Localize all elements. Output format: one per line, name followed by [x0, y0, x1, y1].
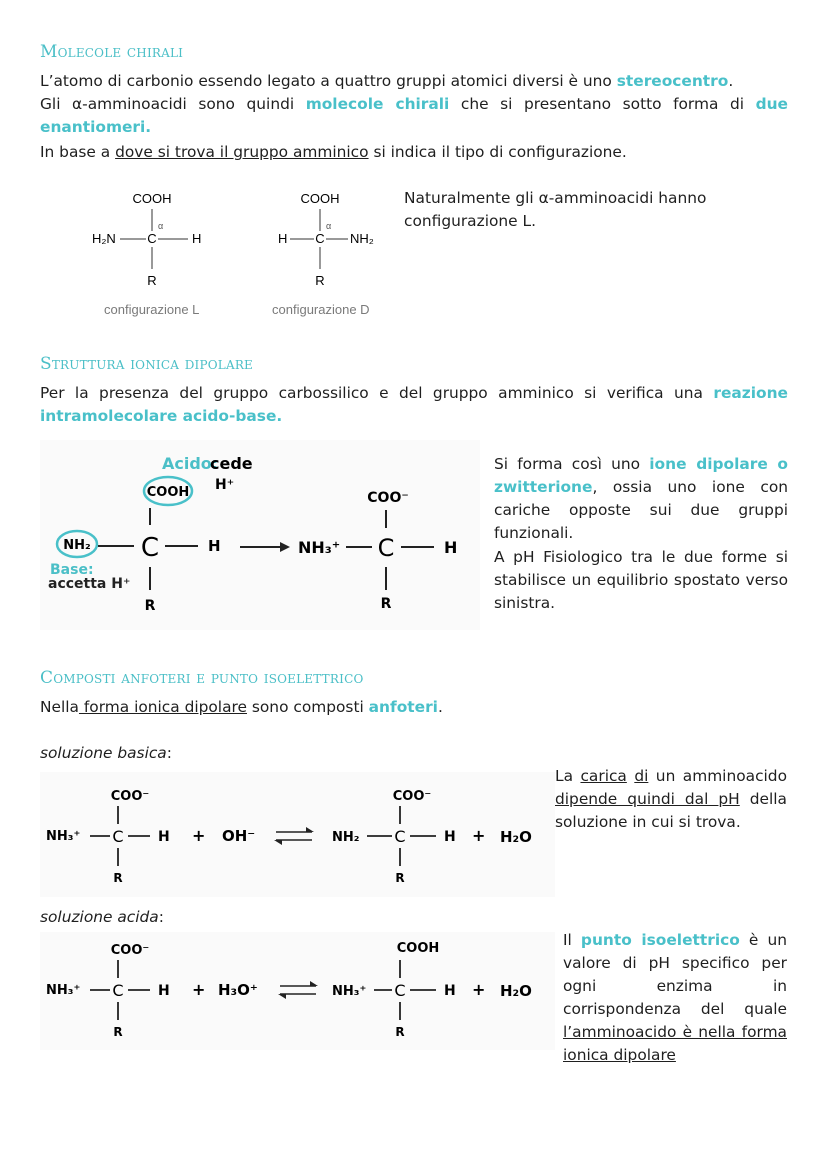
- acid-solution-equation-panel: [40, 932, 555, 1050]
- text-run: L’atomo di carbonio essendo legato a quattro gruppi atomici diversi è uno: [40, 72, 617, 90]
- side-note-punto-isoelettrico: [563, 929, 787, 1067]
- highlight-anfoteri: anfoteri: [368, 698, 438, 716]
- fischer-L-left: H₂N: [92, 231, 116, 246]
- base-label: Base:: [50, 562, 94, 578]
- basic-solution-equation-panel: [40, 772, 555, 897]
- highlight-due-enantiomeri: due enantiomeri.: [40, 95, 788, 136]
- section-heading-dipolar: Struttura ionica dipolare: [40, 354, 254, 374]
- nh3-plus: NH₃⁺: [298, 538, 341, 557]
- acid-h-right: H: [444, 983, 456, 999]
- label-soluzione-basica: [40, 742, 172, 765]
- highlight-reazione: reazione intramolecolare acido-base.: [40, 384, 788, 425]
- side-note-zwitterion: [494, 453, 788, 545]
- text-run: della soluzione in cui si trova.: [555, 790, 787, 831]
- acid-plus-1: +: [192, 980, 206, 999]
- carbon-left: C: [140, 533, 160, 563]
- acid-h2o: H₂O: [500, 982, 532, 1000]
- label-soluzione-acida: [40, 906, 164, 929]
- text-run: :: [158, 908, 164, 926]
- text-run: si indica il tipo di configurazione.: [368, 143, 627, 161]
- acid-cooh-right: COOH: [396, 941, 440, 956]
- acid-nh3-plus: NH₃⁺: [46, 983, 81, 998]
- basic-carbon-right: C: [394, 827, 406, 846]
- highlight-zwitterione: ione dipolare o zwitterione: [494, 455, 789, 496]
- basic-h-right: H: [444, 829, 456, 845]
- fischer-L-right: H: [192, 231, 202, 246]
- carbon-right: C: [377, 534, 395, 562]
- acid-nh3-plus-right: NH₃⁺: [332, 984, 367, 999]
- text-run: In base a: [40, 143, 116, 161]
- text-run: è un valore di pH specifico per ogni enzima in corrispondenza del quale: [563, 931, 787, 1018]
- nh2-group: NH₂: [63, 538, 91, 553]
- text-run: La: [555, 767, 581, 785]
- text-run: Nella: [40, 698, 79, 716]
- caption-configurazione-d: configurazione D: [272, 302, 370, 317]
- text-run: Per la presenza del gruppo carbossilico e del gruppo amminico si verifica una: [40, 384, 714, 402]
- paragraph-configuration: [40, 141, 788, 164]
- section-heading-chiral: Molecole chirali: [40, 42, 184, 62]
- highlight-molecole-chirali: molecole chirali: [305, 95, 450, 113]
- fischer-L-center: C: [147, 231, 157, 246]
- handwritten-zwitterion-panel: [40, 440, 480, 630]
- fischer-D-left: H: [278, 231, 288, 246]
- fischer-L-bottom: R: [147, 273, 157, 288]
- underlined-text: l’amminoacido è nella forma ionica dipolare: [563, 1023, 787, 1064]
- basic-h2o: H₂O: [500, 828, 532, 846]
- basic-coo-minus: COO⁻: [110, 789, 150, 804]
- acid-coo-minus: COO⁻: [110, 943, 150, 958]
- hydrogen-left: H: [208, 537, 221, 555]
- text-run: :: [166, 744, 172, 762]
- acid-plus-2: +: [472, 980, 486, 999]
- paragraph-stereocenter: [40, 70, 788, 93]
- text-run: Il: [563, 931, 581, 949]
- fischer-D: [278, 191, 374, 288]
- highlight-stereocentro: stereocentro: [616, 72, 729, 90]
- paragraph-acid-base: [40, 382, 788, 428]
- fischer-L-alpha: α: [158, 221, 164, 231]
- text-run: che si presentano sotto forma di: [449, 95, 756, 113]
- basic-solution-equation: [40, 772, 555, 897]
- coo-minus: COO⁻: [367, 490, 409, 506]
- basic-plus-1: +: [192, 826, 206, 845]
- hydrogen-right: H: [444, 538, 458, 557]
- acid-h-plus: H⁺: [215, 477, 235, 493]
- fischer-L-top: COOH: [132, 191, 172, 206]
- basic-carbon-left: C: [112, 827, 124, 846]
- r-left: R: [144, 598, 156, 614]
- side-note-configuration-l: Naturalmente gli α-amminoacidi hanno configurazione L.: [404, 189, 707, 230]
- text-run: soluzione basica: [40, 744, 167, 762]
- basic-plus-2: +: [472, 826, 486, 845]
- text-run: .: [437, 698, 443, 716]
- fischer-D-center: C: [315, 231, 325, 246]
- fischer-D-bottom: R: [315, 273, 325, 288]
- acid-r-right: R: [395, 1025, 405, 1039]
- acid-h-left: H: [158, 983, 170, 999]
- fischer-D-alpha: α: [326, 221, 332, 231]
- acid-verb: cede: [210, 454, 253, 473]
- side-note-ph-fisiologico: A pH Fisiologico tra le due forme si stabilisce un equilibrio spostato verso sinistra.: [494, 548, 788, 612]
- r-right: R: [380, 596, 392, 612]
- basic-r-right: R: [395, 871, 405, 885]
- basic-nh2: NH₂: [332, 830, 360, 845]
- acid-h3o-plus: H₃O⁺: [218, 981, 258, 999]
- caption-configurazione-l: configurazione L: [104, 302, 200, 317]
- basic-oh-minus: OH⁻: [222, 827, 256, 845]
- fischer-L: [92, 191, 201, 288]
- underlined-text: dipende quindi dal pH: [555, 790, 740, 808]
- acid-label: Acido:: [162, 454, 219, 473]
- fischer-D-top: COOH: [300, 191, 340, 206]
- reaction-arrow-head: [280, 542, 290, 552]
- text-run: Gli α-amminoacidi sono quindi: [40, 95, 306, 113]
- basic-r-left: R: [113, 871, 123, 885]
- text-run: .: [728, 72, 734, 90]
- basic-h-left: H: [158, 829, 170, 845]
- paragraph-anfoteri: [40, 696, 788, 719]
- acid-carbon-right: C: [394, 981, 406, 1000]
- basic-coo-minus-right: COO⁻: [392, 789, 432, 804]
- text-run: soluzione acida: [40, 908, 159, 926]
- underlined-text: forma ionica dipolare: [78, 698, 247, 716]
- basic-nh3-plus: NH₃⁺: [46, 829, 81, 844]
- side-note-carica: [555, 765, 787, 834]
- text-run: Si forma così uno: [494, 455, 650, 473]
- acid-carbon-left: C: [112, 981, 124, 1000]
- text-run: , ossia uno ione con cariche opposte sui due gruppi funzionali.: [494, 478, 788, 542]
- fischer-D-right: NH₂: [350, 231, 374, 246]
- underlined-text: dove si trova il gruppo amminico: [115, 143, 369, 161]
- acid-r-left: R: [113, 1025, 123, 1039]
- section-heading-amphoteric: Composti anfoteri e punto isoelettrico: [40, 668, 364, 688]
- zwitterion-reaction-drawing: [40, 440, 480, 630]
- text-run: sono composti: [246, 698, 369, 716]
- cooh-group: COOH: [146, 485, 190, 500]
- paragraph-enantiomers: [40, 93, 788, 139]
- underlined-text: carica: [580, 767, 627, 785]
- base-verb: accetta H⁺: [48, 576, 131, 592]
- underlined-text: di: [634, 767, 649, 785]
- highlight-punto-isoelettrico: punto isoelettrico: [580, 931, 740, 949]
- acid-solution-equation: [40, 932, 555, 1050]
- text-run: un amminoacido: [648, 767, 787, 785]
